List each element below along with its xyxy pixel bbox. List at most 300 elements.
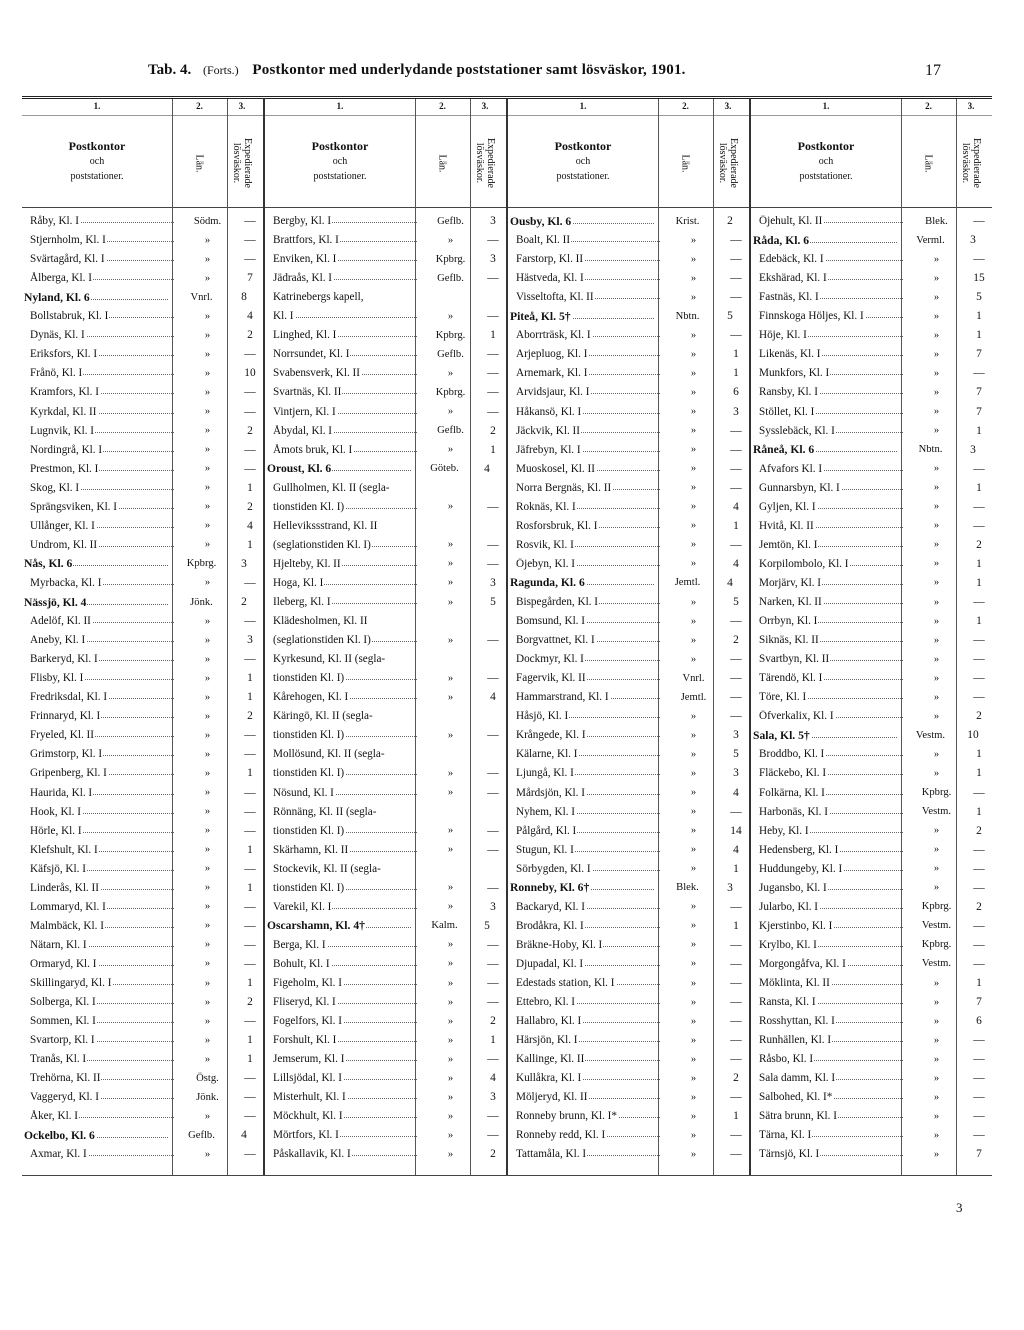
table-row: [508, 498, 751, 516]
station-name-text: Rosvik, Kl. I: [516, 538, 574, 551]
table-row: [22, 955, 265, 973]
exp-cell: —: [487, 729, 499, 742]
station-name-text: Kyrkdal, Kl. II: [30, 405, 97, 418]
station-name: [22, 748, 174, 760]
lan-cell: »: [690, 1110, 697, 1122]
exp-cell: 2: [976, 710, 982, 723]
lan-cell: »: [204, 691, 211, 703]
lan-cell: »: [204, 710, 211, 722]
exp-cell: —: [973, 957, 985, 970]
station-name: [508, 272, 660, 284]
station-name: [265, 520, 417, 532]
station-name: [265, 1053, 417, 1065]
table-row: [22, 403, 265, 421]
station-name-text: Ileberg, Kl. I: [273, 596, 331, 608]
table-row: [751, 288, 994, 306]
exp-cell: 6: [976, 1015, 982, 1028]
exp-cell: —: [973, 653, 985, 666]
lan-cell: »: [204, 672, 211, 684]
table-row: [751, 1050, 994, 1068]
table-row: [265, 726, 508, 744]
station-name: [751, 748, 903, 760]
station-name-text: Ekshärad, Kl. I: [759, 272, 827, 285]
exp-cell: —: [730, 653, 742, 666]
lan-cell: »: [690, 1072, 697, 1084]
column-number: 2.: [439, 101, 446, 111]
table-row: [22, 460, 265, 478]
station-name-text: Forshult, Kl. I: [273, 1034, 337, 1047]
lan-cell: »: [933, 1110, 940, 1122]
table-row: [508, 536, 751, 554]
station-name-text: Skärhamn, Kl. II: [273, 843, 349, 856]
lan-cell: »: [933, 748, 940, 760]
station-name-text: Klefshult, Kl. I: [30, 843, 98, 856]
exp-cell: 1: [247, 672, 253, 685]
station-name-text: Ronneby, Kl. 6†: [510, 881, 590, 895]
lan-cell: »: [447, 1053, 454, 1065]
lan-cell: »: [204, 329, 211, 341]
station-name: [22, 1148, 174, 1160]
lan-cell: »: [933, 653, 940, 665]
table-row: [508, 403, 751, 421]
exp-cell: 2: [247, 424, 253, 437]
exp-cell: 1: [247, 843, 253, 856]
table-row: [508, 1145, 751, 1163]
station-name-text: Morgongåfva, Kl. I: [759, 957, 846, 970]
table-row: [22, 288, 259, 306]
station-name-text: Visseltofta, Kl. II: [516, 291, 594, 304]
lan-cell: »: [690, 653, 697, 665]
station-name: [265, 234, 417, 246]
station-name-text: Tranås, Kl. I: [30, 1053, 87, 1066]
exp-cell: —: [244, 234, 256, 247]
table-row: [751, 1107, 994, 1125]
lan-cell: »: [690, 272, 697, 284]
station-name: [265, 253, 417, 265]
table-row: [265, 974, 508, 992]
station-name: [22, 1015, 174, 1027]
station-name-text: Åker, Kl. I: [30, 1110, 79, 1123]
table-row: [751, 688, 994, 706]
station-name-text: Sala, Kl. 5†: [753, 728, 810, 742]
station-name: [22, 787, 174, 799]
table-row: [22, 212, 265, 230]
table-row: [751, 1145, 994, 1163]
header-expedierade: [713, 123, 743, 203]
lan-cell: »: [204, 386, 211, 398]
lan-cell: »: [933, 253, 940, 265]
station-name-text: Huddungeby, Kl. I: [759, 862, 843, 875]
exp-cell: —: [244, 462, 256, 475]
table-row: [22, 650, 265, 668]
station-name-text: Folkärna, Kl. I: [759, 786, 825, 799]
exp-cell: 1: [247, 538, 253, 551]
lan-cell: Södm.: [193, 215, 222, 227]
exp-cell: 1: [976, 615, 982, 628]
station-name: [508, 901, 660, 913]
station-name-text: Gyljen, Kl. I: [759, 500, 816, 513]
station-name-text: Härsjön, Kl. I: [516, 1034, 578, 1047]
table-row: [508, 1107, 751, 1125]
header-line: poststationer.: [313, 171, 367, 182]
table-row: [508, 650, 751, 668]
table-row: [22, 764, 265, 782]
lan-cell: »: [447, 1110, 454, 1122]
lan-cell: »: [690, 1034, 697, 1046]
table-row: [265, 574, 508, 592]
table-row: [22, 707, 265, 725]
lan-cell: Blek.: [925, 215, 948, 227]
station-name: [22, 920, 174, 932]
station-name: [751, 1110, 903, 1122]
table-row: [508, 1050, 751, 1068]
station-name-text: Axmar, Kl. I: [30, 1148, 87, 1161]
table-row: [751, 498, 994, 516]
station-name-text: Bollstabruk, Kl. I: [30, 310, 109, 323]
station-name: [265, 767, 417, 779]
station-name: [751, 634, 903, 646]
exp-cell: 3: [490, 576, 496, 589]
page-number: 17: [925, 62, 941, 79]
exp-cell: —: [730, 291, 742, 304]
station-name-text: Krångede, Kl. I: [516, 729, 586, 742]
lan-cell: »: [690, 406, 697, 417]
table-row: [508, 364, 751, 382]
station-name-text: Arvidsjaur, Kl. I: [516, 386, 590, 399]
station-name-text: Jemtön, Kl. I: [759, 538, 818, 551]
station-name: [508, 1015, 660, 1027]
table-row: [22, 688, 265, 706]
station-name: [265, 882, 417, 894]
exp-cell: 7: [976, 348, 982, 361]
exp-cell: —: [973, 634, 985, 647]
lan-cell: »: [690, 234, 697, 246]
station-name-text: Öjehult, Kl. II: [759, 215, 823, 227]
table-row: [751, 612, 994, 630]
station-name-text: Nässjö, Kl. 4: [24, 595, 87, 609]
table-row: [751, 536, 994, 554]
station-name: [265, 1072, 417, 1084]
station-name: [751, 272, 903, 284]
lan-cell: Kpbrg.: [435, 329, 466, 341]
station-name: [751, 844, 903, 856]
column-number: 1.: [93, 101, 101, 111]
exp-cell: 4: [733, 786, 739, 799]
lan-cell: »: [933, 1148, 940, 1160]
header-exp-line: Expedierade: [728, 138, 740, 188]
lan-cell: »: [204, 1148, 211, 1160]
exp-cell: —: [973, 672, 985, 685]
lan-cell: »: [690, 386, 697, 398]
exp-cell: —: [973, 253, 985, 266]
lan-cell: »: [447, 596, 454, 608]
exp-cell: —: [730, 538, 742, 551]
exp-cell: —: [730, 1148, 742, 1161]
station-name-text: Tärnsjö, Kl. I: [759, 1148, 820, 1161]
table-row: [508, 517, 751, 535]
table-row: [265, 1050, 508, 1068]
lan-cell: Geflb.: [437, 425, 464, 437]
exp-cell: —: [487, 272, 499, 285]
lan-cell: »: [690, 596, 697, 608]
exp-cell: 5: [733, 748, 739, 761]
exp-cell: —: [730, 615, 742, 628]
table-row: [508, 1012, 751, 1030]
lan-cell: »: [204, 501, 211, 513]
exp-cell: —: [973, 1110, 985, 1123]
column-rule: [658, 99, 659, 1175]
exp-cell: 2: [247, 329, 253, 342]
station-name-text: Håsjö, Kl. I: [516, 710, 569, 723]
station-name-text: Afvafors Kl. I: [759, 462, 823, 475]
station-name: [22, 1072, 174, 1084]
station-name-text: Åbydal, Kl. I: [273, 424, 333, 437]
table-row: [508, 669, 751, 687]
column-number: 1.: [579, 101, 587, 111]
station-name-text: Tattamåla, Kl. I: [516, 1148, 587, 1161]
station-name-text: Dockmyr, Kl. I: [516, 653, 584, 666]
exp-cell: 1: [733, 519, 739, 532]
station-name-text: Nordingrå, Kl. I: [30, 443, 103, 456]
exp-cell: —: [487, 386, 499, 399]
station-name: [22, 272, 174, 284]
station-name: [265, 1034, 417, 1046]
station-name: [751, 767, 903, 779]
exp-cell: 14: [730, 824, 742, 837]
table-row: [22, 479, 265, 497]
station-name: [265, 825, 417, 837]
lan-cell: »: [933, 710, 940, 722]
exp-cell: 1: [733, 367, 739, 380]
lan-cell: »: [690, 787, 697, 798]
lan-cell: »: [690, 615, 697, 627]
station-name-text: Vaggeryd, Kl. I: [30, 1091, 99, 1104]
exp-cell: —: [973, 500, 985, 513]
station-name-text: Frinnaryd, Kl. I: [30, 710, 101, 723]
table-row: [508, 841, 751, 859]
station-name: [265, 748, 417, 760]
station-name-text: Ljungå, Kl. I: [516, 767, 574, 780]
table-row: [265, 803, 508, 821]
table-row: [751, 383, 994, 401]
station-name-text: Ronneby brunn, Kl. I*: [516, 1110, 617, 1123]
exp-cell: —: [244, 215, 256, 227]
table-row: [751, 1126, 994, 1144]
station-name: [508, 1110, 660, 1122]
header-lan-text: Län.: [193, 153, 205, 173]
table-row: [508, 345, 751, 363]
table-row: [265, 383, 508, 401]
column-number: 3.: [238, 101, 246, 111]
table-row: [265, 345, 508, 363]
exp-cell: —: [487, 672, 499, 685]
lan-cell: »: [933, 691, 940, 703]
lan-cell: Kpbrg.: [921, 787, 952, 798]
station-name: [508, 653, 660, 665]
station-name-text: Ormaryd, Kl. I: [30, 957, 97, 970]
exp-cell: 3: [733, 767, 739, 780]
station-name: [508, 1072, 660, 1084]
lan-cell: »: [933, 1015, 940, 1027]
station-name: [22, 406, 174, 418]
table-row: [508, 860, 751, 878]
exp-cell: 1: [247, 691, 253, 704]
table-row: [508, 269, 751, 287]
station-name-text: Narken, Kl. II: [759, 596, 822, 608]
lan-cell: »: [690, 1053, 697, 1065]
table-row: [22, 803, 265, 821]
table-row: [508, 250, 751, 268]
exp-cell: —: [973, 215, 985, 227]
lan-cell: »: [933, 882, 940, 894]
lan-cell: »: [204, 406, 211, 417]
lan-cell: »: [933, 996, 940, 1008]
station-name-text: Frånö, Kl. I: [30, 367, 83, 380]
station-name-text: Eriksfors, Kl. I: [30, 348, 98, 361]
table-row: [751, 212, 994, 230]
station-name-text: Svartbyn, Kl. II: [759, 653, 830, 666]
table-row: [751, 403, 994, 421]
station-name: [22, 634, 174, 646]
station-name: [265, 1015, 417, 1027]
station-name-text: Hjelteby, Kl. II: [273, 557, 341, 570]
exp-cell: —: [487, 881, 499, 894]
table-row: [751, 822, 994, 840]
table-row: [265, 326, 508, 344]
exp-cell: —: [973, 786, 985, 799]
exp-cell: —: [973, 596, 985, 608]
station-name: [751, 729, 897, 742]
station-name: [508, 844, 660, 856]
column-number: 3.: [967, 101, 975, 111]
exp-cell: —: [730, 329, 742, 342]
lan-cell: »: [204, 1053, 211, 1065]
station-name-text: Bomsund, Kl. I: [516, 615, 585, 628]
lan-cell: »: [933, 596, 940, 608]
lan-cell: »: [690, 501, 697, 513]
table-row: [265, 898, 508, 916]
table-row: [22, 936, 265, 954]
header-lan-text: Län.: [679, 153, 691, 173]
header-line: och: [332, 156, 348, 167]
header-postkontor: [751, 139, 901, 184]
exp-cell: —: [487, 1053, 499, 1066]
lan-cell: »: [447, 310, 454, 322]
station-name-text: Ransby, Kl. I: [759, 386, 818, 399]
exp-cell: 4: [490, 691, 496, 704]
table-row: [265, 764, 508, 782]
header-lan-text: Län.: [436, 153, 448, 173]
station-name: [265, 919, 411, 932]
exp-cell: —: [487, 843, 499, 856]
table-row: [265, 212, 508, 230]
station-name: [265, 615, 417, 627]
exp-cell: —: [730, 1091, 742, 1104]
lan-cell: »: [690, 958, 697, 970]
table-row: [751, 841, 994, 859]
lan-cell: »: [933, 482, 940, 494]
table-row: [22, 898, 265, 916]
station-name-text: Lillsjödal, Kl. I: [273, 1072, 342, 1085]
table-row: [265, 460, 502, 478]
exp-cell: 3: [247, 634, 253, 647]
station-name-text: Fläckebo, Kl. I: [759, 767, 827, 780]
station-name: [508, 748, 660, 760]
lan-cell: Vestm.: [921, 806, 952, 818]
table-row: [751, 993, 994, 1011]
station-name: [751, 863, 903, 875]
header-lan: [658, 123, 713, 203]
station-name-text: Stugun, Kl. I: [516, 843, 574, 856]
station-name-text: Brodåkra, Kl. I: [516, 919, 584, 932]
station-name: [751, 596, 903, 608]
lan-cell: »: [690, 425, 697, 437]
exp-cell: —: [730, 1053, 742, 1066]
station-name-text: Sprängsviken, Kl. I: [30, 500, 118, 513]
station-name-text: Lugnvik, Kl. I: [30, 424, 95, 437]
lan-cell: Kalm.: [431, 920, 458, 932]
station-name-text: Nyland, Kl. 6: [24, 290, 90, 304]
table-row: [751, 955, 994, 973]
station-name: [508, 825, 660, 837]
lan-cell: Vnrl.: [190, 291, 213, 303]
exp-cell: 5: [976, 291, 982, 304]
exp-cell: 3: [490, 1091, 496, 1104]
exp-cell: —: [973, 862, 985, 875]
lan-cell: Vestm.: [915, 729, 946, 741]
station-name-text: Broddbo, Kl. I: [759, 748, 825, 761]
exp-cell: 1: [733, 348, 739, 361]
station-name: [22, 463, 174, 475]
lan-cell: »: [204, 920, 211, 932]
station-name-text: Rosforsbruk, Kl. I: [516, 519, 598, 532]
table-row: [751, 803, 994, 821]
station-name-text: Hoga, Kl. I: [273, 576, 324, 589]
exp-cell: 4: [733, 843, 739, 856]
station-name: [22, 939, 174, 951]
station-name-text: Hammarstrand, Kl. I: [516, 691, 609, 704]
station-name: [751, 958, 903, 970]
exp-cell: 1: [247, 1034, 253, 1047]
table-row: [751, 574, 994, 592]
station-name: [508, 958, 660, 970]
lan-cell: Göteb.: [430, 463, 459, 475]
station-name: [22, 1091, 174, 1103]
exp-cell: —: [244, 729, 256, 742]
station-name: [508, 463, 660, 475]
station-name: [265, 634, 417, 646]
table-row: [22, 879, 265, 897]
station-name: [265, 348, 417, 360]
station-name: [751, 234, 897, 247]
table-row: [751, 669, 994, 687]
exp-cell: —: [244, 1072, 256, 1085]
exp-cell: —: [487, 557, 499, 570]
exp-cell: —: [244, 348, 256, 361]
exp-cell: —: [487, 786, 499, 799]
station-name: [508, 406, 660, 418]
table-row: [265, 1031, 508, 1049]
lan-cell: »: [204, 1015, 211, 1027]
station-name-text: Hästveda, Kl. I: [516, 272, 584, 285]
station-name-text: Boalt, Kl. II: [516, 234, 571, 247]
station-name-text: Jäfrebyn, Kl. I: [516, 443, 581, 456]
station-name-text: Kallinge, Kl. II: [516, 1053, 585, 1066]
exp-cell: 8: [241, 291, 247, 304]
header-line: och: [575, 156, 591, 167]
table-row: [751, 441, 988, 459]
lan-cell: »: [933, 558, 940, 570]
